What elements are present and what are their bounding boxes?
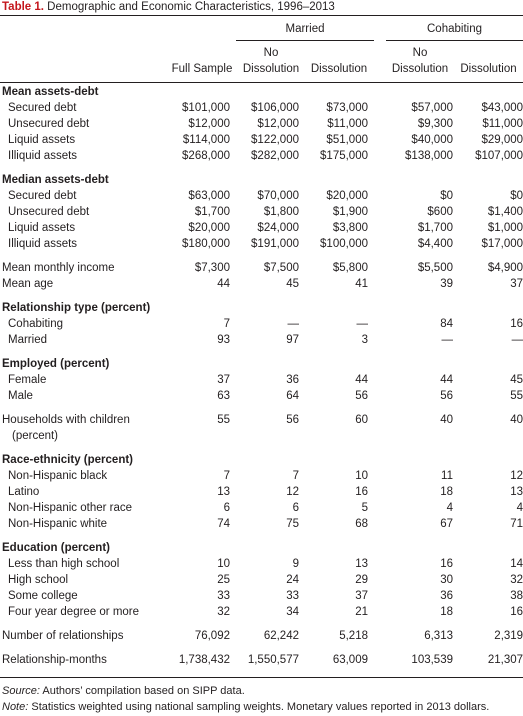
value-cell: 44 (440, 374, 453, 386)
row-label: Four year degree or more (8, 606, 140, 618)
spacer-row (0, 164, 523, 172)
col-header-1-line2: Full Sample (171, 63, 233, 75)
spacer-row (0, 292, 523, 300)
section-heading: Education (percent) (2, 542, 110, 554)
row-label: Number of relationships (2, 630, 124, 642)
note-text: Statistics weighted using national sampling weights. Monetary values reported in 2013 dollars. (28, 701, 490, 713)
col-header-3-line2: Dissolution (310, 63, 368, 75)
value-cell: $600 (427, 206, 453, 218)
value-cell: 62,242 (263, 630, 299, 642)
value-cell: 56 (440, 390, 453, 402)
value-cell: $24,000 (257, 222, 299, 234)
value-cell: $101,000 (182, 102, 230, 114)
value-cell: 68 (355, 518, 368, 530)
table-row (0, 148, 523, 164)
table-row (0, 484, 523, 500)
section-heading: Relationship type (percent) (2, 302, 151, 314)
value-cell: $191,000 (251, 238, 299, 250)
table-row (0, 372, 523, 388)
value-cell: 24 (286, 574, 299, 586)
cohabiting-group-rule (386, 40, 523, 41)
spacer-cell (0, 644, 523, 652)
value-cell: 32 (510, 574, 523, 586)
row-label: Male (8, 390, 33, 402)
value-cell: 33 (217, 590, 230, 602)
row-label: Some college (8, 590, 78, 602)
value-cell: 93 (217, 334, 230, 346)
section-heading: Mean assets-debt (2, 86, 99, 98)
value-cell: 6 (223, 502, 230, 514)
value-cell: 103,539 (411, 654, 453, 666)
value-cell: 63 (217, 390, 230, 402)
value-cell: 37 (510, 278, 523, 290)
value-cell: $1,700 (417, 222, 453, 234)
col-header-4-line2: Dissolution (391, 63, 449, 75)
value-cell: 56 (286, 414, 299, 426)
general-note (2, 699, 489, 715)
row-label: Cohabiting (8, 318, 63, 330)
value-cell: 40 (510, 414, 523, 426)
table-body (0, 84, 523, 668)
value-cell: $11,000 (327, 118, 368, 130)
section-header-row (0, 84, 523, 100)
value-cell: 3 (361, 334, 368, 346)
row-label: Mean age (2, 278, 54, 290)
value-cell: $9,300 (417, 118, 453, 130)
value-cell: 67 (440, 518, 453, 530)
spacer-row (0, 620, 523, 628)
value-cell: $1,000 (487, 222, 523, 234)
row-label: Liquid assets (8, 222, 76, 234)
table-row (0, 332, 523, 348)
col-header-4-line1: No (412, 47, 428, 59)
spacer-cell (0, 404, 523, 412)
value-cell: $70,000 (257, 190, 299, 202)
value-cell: $11,000 (482, 118, 523, 130)
section-header-row (0, 540, 523, 556)
value-cell: 97 (286, 334, 299, 346)
value-cell: 44 (217, 278, 230, 290)
spacer-row (0, 404, 523, 412)
value-cell: 60 (355, 414, 368, 426)
table-row (0, 388, 523, 404)
value-cell: 4 (516, 502, 523, 514)
value-cell: 55 (217, 414, 230, 426)
value-cell: 30 (440, 574, 453, 586)
section-heading: Race-ethnicity (percent) (2, 454, 134, 466)
spacer-cell (0, 252, 523, 260)
value-cell: 37 (217, 374, 230, 386)
value-cell: 56 (355, 390, 368, 402)
table-row (0, 204, 523, 220)
table-row (0, 516, 523, 532)
value-cell: 34 (286, 606, 299, 618)
spacer-row (0, 348, 523, 356)
married-group-rule (236, 40, 374, 41)
value-cell: $73,000 (326, 102, 368, 114)
value-cell: 7 (223, 318, 230, 330)
value-cell: 39 (440, 278, 453, 290)
value-cell: $63,000 (188, 190, 230, 202)
value-cell: $7,500 (263, 262, 299, 274)
table-row (0, 220, 523, 236)
table-row (0, 276, 523, 292)
value-cell: 10 (217, 558, 230, 570)
table-caption: Demographic and Economic Characteristics, 1996–2013 (47, 1, 335, 13)
col-header-2-line2: Dissolution (242, 63, 300, 75)
value-cell: $5,800 (332, 262, 368, 274)
table-title (2, 0, 335, 14)
value-cell: 7 (223, 470, 230, 482)
value-cell: $175,000 (320, 150, 368, 162)
data-table (0, 84, 523, 668)
value-cell: $51,000 (326, 134, 368, 146)
value-cell: 40 (440, 414, 453, 426)
row-label: Illiquid assets (8, 150, 78, 162)
value-cell: $268,000 (182, 150, 230, 162)
table-row (0, 604, 523, 620)
value-cell: $40,000 (411, 134, 453, 146)
value-cell: $4,400 (417, 238, 453, 250)
value-cell: 63,009 (332, 654, 368, 666)
value-cell: 9 (292, 558, 299, 570)
row-label: Secured debt (8, 102, 77, 114)
section-header-row (0, 300, 523, 316)
row-label: Non-Hispanic white (8, 518, 108, 530)
value-cell: 2,319 (494, 630, 523, 642)
value-cell: 16 (510, 606, 523, 618)
table-row (0, 628, 523, 644)
value-cell: 45 (286, 278, 299, 290)
value-cell: $17,000 (481, 238, 523, 250)
col-header-5-line2: Dissolution (460, 63, 517, 75)
table-row (0, 236, 523, 252)
value-cell: 7 (292, 470, 299, 482)
table-row (0, 116, 523, 132)
section-heading: Median assets-debt (2, 174, 109, 186)
value-cell: $0 (440, 190, 453, 202)
section-header-row (0, 452, 523, 468)
table-row (0, 100, 523, 116)
value-cell: $57,000 (411, 102, 453, 114)
value-cell: 12 (510, 470, 523, 482)
top-rule (0, 15, 523, 16)
value-cell: $12,000 (257, 118, 299, 130)
row-label: Secured debt (8, 190, 77, 202)
value-cell: 21,307 (487, 654, 523, 666)
row-label-line1: Households with children (2, 414, 130, 426)
row-label: Non-Hispanic other race (8, 502, 133, 514)
value-cell: $180,000 (182, 238, 230, 250)
source-note (2, 683, 489, 699)
spacer-row (0, 644, 523, 652)
value-cell: 14 (510, 558, 523, 570)
col-header-2-line1: No (263, 47, 279, 59)
value-cell: 29 (355, 574, 368, 586)
value-cell: 11 (441, 470, 453, 482)
value-cell: — (511, 334, 523, 346)
value-cell: 71 (510, 518, 523, 530)
spacer-cell (0, 348, 523, 356)
table-row (0, 188, 523, 204)
table-row (0, 132, 523, 148)
table-row (0, 468, 523, 484)
value-cell: 13 (355, 558, 368, 570)
spacer-cell (0, 292, 523, 300)
row-label: Female (8, 374, 47, 386)
value-cell: 32 (217, 606, 230, 618)
value-cell: — (441, 334, 453, 346)
value-cell: 16 (510, 318, 523, 330)
value-cell: $12,000 (188, 118, 230, 130)
table-row (0, 652, 523, 668)
value-cell: $282,000 (251, 150, 299, 162)
value-cell: 25 (217, 574, 230, 586)
value-cell: $20,000 (326, 190, 368, 202)
source-text: Authors’ compilation based on SIPP data. (39, 685, 245, 697)
value-cell: $107,000 (475, 150, 523, 162)
value-cell: 38 (510, 590, 523, 602)
row-label-line2: (percent) (12, 430, 59, 442)
value-cell: 10 (355, 470, 368, 482)
value-cell: 36 (440, 590, 453, 602)
value-cell: 21 (355, 606, 368, 618)
value-cell: 37 (355, 590, 368, 602)
value-cell: $1,900 (332, 206, 368, 218)
value-cell: 55 (510, 390, 523, 402)
value-cell: 18 (440, 486, 453, 498)
value-cell: 4 (446, 502, 453, 514)
source-label: Source: (2, 685, 40, 697)
value-cell: 6,313 (424, 630, 453, 642)
value-cell: $7,300 (194, 262, 230, 274)
value-cell: $5,500 (417, 262, 453, 274)
row-label (0, 412, 168, 444)
value-cell: 75 (286, 518, 299, 530)
spacer-row (0, 252, 523, 260)
group-header-cohabiting: Cohabiting (427, 23, 482, 35)
row-label: Married (8, 334, 47, 346)
value-cell: — (356, 318, 368, 330)
bottom-rule (0, 677, 523, 678)
value-cell: $100,000 (320, 238, 368, 250)
spacer-cell (0, 620, 523, 628)
value-cell: $4,900 (487, 262, 523, 274)
spacer-cell (0, 532, 523, 540)
table-row (0, 500, 523, 516)
value-cell: $43,000 (481, 102, 523, 114)
value-cell: 41 (355, 278, 368, 290)
row-label: Unsecured debt (8, 118, 90, 130)
section-heading: Employed (percent) (2, 358, 110, 370)
value-cell: 12 (286, 486, 299, 498)
value-cell: 18 (440, 606, 453, 618)
row-label: Non-Hispanic black (8, 470, 108, 482)
table-row (0, 556, 523, 572)
value-cell: $106,000 (251, 102, 299, 114)
section-header-row (0, 356, 523, 372)
value-cell: 44 (355, 374, 368, 386)
value-cell: 33 (286, 590, 299, 602)
value-cell: $0 (510, 190, 523, 202)
header-rule (0, 82, 523, 83)
row-label: Latino (8, 486, 40, 498)
table-row (0, 316, 523, 332)
value-cell: 36 (286, 374, 299, 386)
group-header-married: Married (285, 23, 325, 35)
value-cell: $29,000 (481, 134, 523, 146)
row-label: High school (8, 574, 69, 586)
value-cell: 64 (286, 390, 299, 402)
spacer-cell (0, 164, 523, 172)
value-cell: 16 (440, 558, 453, 570)
value-cell: — (287, 318, 299, 330)
table-row (0, 572, 523, 588)
row-label: Less than high school (8, 558, 120, 570)
row-label: Mean monthly income (2, 262, 115, 274)
value-cell: $138,000 (405, 150, 453, 162)
value-cell: 5 (361, 502, 368, 514)
value-cell: $3,800 (332, 222, 368, 234)
value-cell: $1,700 (194, 206, 230, 218)
spacer-row (0, 532, 523, 540)
row-label: Liquid assets (8, 134, 76, 146)
value-cell: $122,000 (251, 134, 299, 146)
value-cell: 13 (510, 486, 523, 498)
section-header-row (0, 172, 523, 188)
table-row (0, 260, 523, 276)
value-cell: 5,218 (339, 630, 368, 642)
value-cell: $1,400 (487, 206, 523, 218)
value-cell: 76,092 (194, 630, 230, 642)
spacer-cell (0, 444, 523, 452)
table-row (0, 588, 523, 604)
value-cell: 6 (292, 502, 299, 514)
value-cell: $114,000 (182, 134, 230, 146)
value-cell: 74 (217, 518, 230, 530)
spacer-row (0, 444, 523, 452)
value-cell: $20,000 (188, 222, 230, 234)
value-cell: 13 (217, 486, 230, 498)
value-cell: $1,800 (263, 206, 299, 218)
table-number: Table 1. (2, 1, 44, 13)
value-cell: 16 (355, 486, 368, 498)
note-label: Note: (2, 701, 29, 713)
value-cell: 84 (440, 318, 453, 330)
table-row (0, 412, 523, 444)
value-cell: 1,738,432 (178, 654, 230, 666)
value-cell: 1,550,577 (247, 654, 299, 666)
row-label: Relationship-months (2, 654, 107, 666)
row-label: Unsecured debt (8, 206, 90, 218)
table-notes (2, 683, 489, 715)
value-cell: 45 (510, 374, 523, 386)
row-label: Illiquid assets (8, 238, 78, 250)
